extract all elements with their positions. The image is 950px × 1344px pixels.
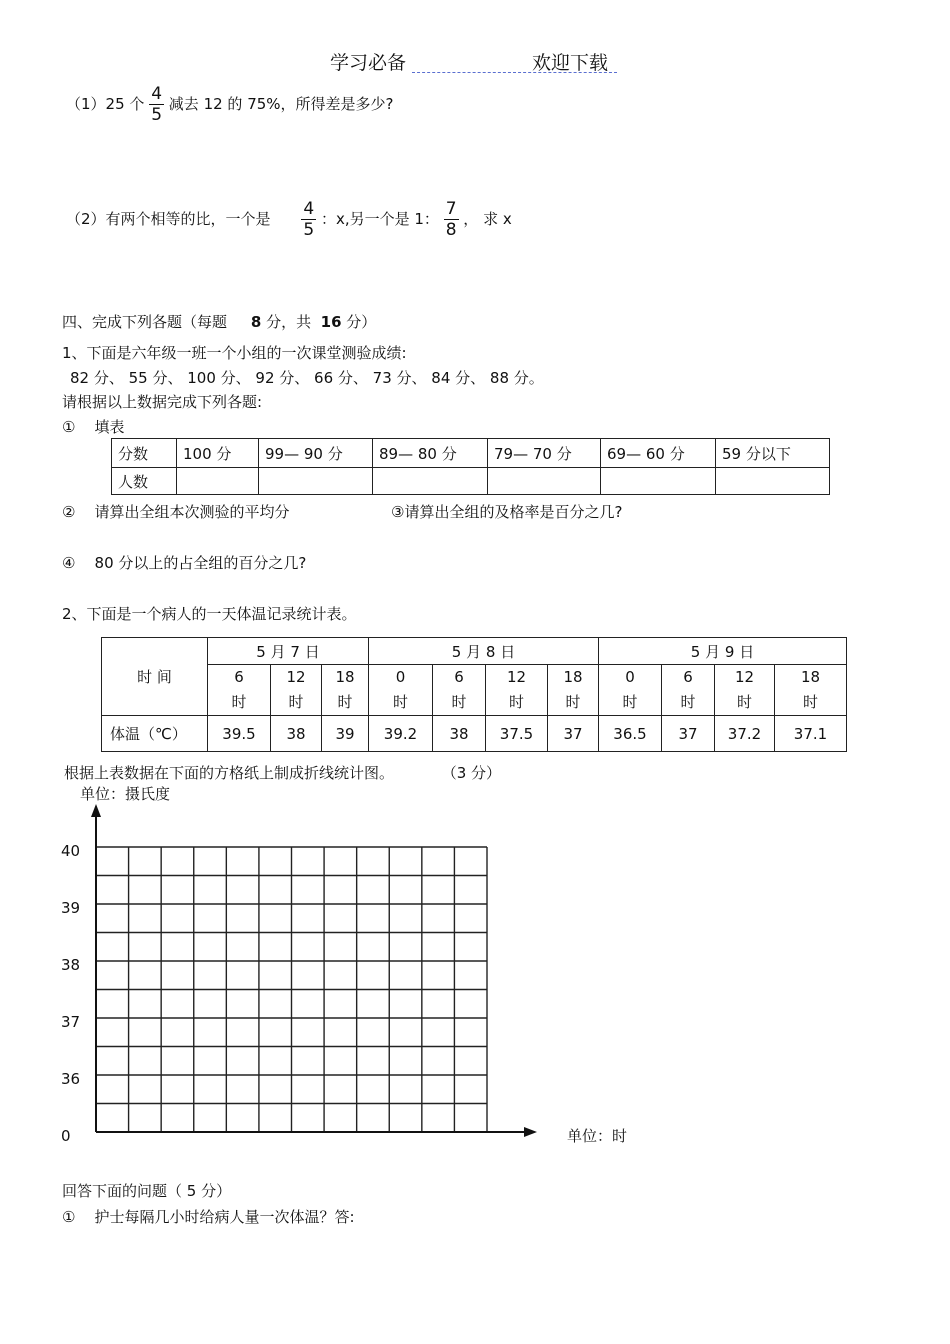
p1-instruction: 请根据以上数据完成下列各题: (62, 393, 263, 411)
p1-scores: 82 分、 55 分、 100 分、 92 分、 66 分、 73 分、 84 分、 88 分。 (70, 369, 544, 387)
q1-fraction: $\frac{4}{5}$ (151, 84, 163, 125)
answer-q1: ① 护士每隔几小时给病人量一次体温？答: (62, 1208, 355, 1226)
count-cell[interactable] (488, 468, 601, 495)
count-cell[interactable] (601, 468, 716, 495)
section-4-title: 四、完成下列各题（每题 8 分，共 16 分） (62, 313, 377, 331)
p1-item4: ④ 80 分以上的占全组的百分之几? (62, 554, 307, 572)
header-left: 学习必备 (330, 52, 407, 74)
p2-intro: 2、下面是一个病人的一天体温记录统计表。 (62, 605, 357, 623)
header-dashed-line (412, 72, 617, 73)
y-tick-label: 37 (61, 1013, 81, 1031)
y-tick-label: 36 (61, 1070, 81, 1088)
answer-title: 回答下面的问题（ 5 分） (62, 1182, 232, 1200)
q1-suffix: 减去 12 的 75%，所得差是多少? (168, 95, 394, 113)
score-table: 分数 100 分 99— 90 分 89— 80 分 79— 70 分 69— 60 分 59 分以下 人数 (111, 438, 830, 495)
p1-item2: ② 请算出全组本次测验的平均分 (62, 503, 290, 521)
grid-chart (0, 780, 950, 1160)
count-cell[interactable] (716, 468, 830, 495)
y-axis-arrow-icon (91, 804, 101, 817)
y-tick-label: 38 (61, 956, 81, 974)
p1-intro: 1、下面是六年级一班一个小组的一次课堂测验成绩: (62, 344, 407, 362)
y-tick-label: 39 (61, 899, 81, 917)
count-cell[interactable] (259, 468, 373, 495)
x-axis-arrow-icon (524, 1127, 537, 1137)
q2-fraction-1: $\frac{4}{5}$ (303, 199, 315, 240)
temperature-table: 时 间 5 月 7 日 5 月 8 日 5 月 9 日 6 时 12 时 18 时 0 时 6 时 12 时 18 时 0 时 6 时 12 时 18 时 体温（℃） 39.5 38 39 39.2 38 37.5 37 36.5 37 37.2 37.1 (101, 637, 847, 752)
q1-prefix: （1）25 个 (66, 95, 145, 113)
p1-item3: ③请算出全组的及格率是百分之几? (391, 503, 623, 521)
p1-item1: ① 填表 (62, 418, 125, 436)
q2-fraction-2: $\frac{7}{8}$ (445, 199, 457, 240)
chart-instruction: 根据上表数据在下面的方格纸上制成折线统计图。 （3 分） (64, 764, 502, 782)
question-1 (66, 84, 394, 125)
count-cell[interactable] (177, 468, 259, 495)
y-axis-unit: 单位：摄氏度 (80, 785, 171, 803)
question-2: （2）有两个相等的比，一个是 $\frac{4}{5}$ ：x,另一个是 1： $\frac{7}{8}$ ， 求 x (66, 199, 512, 240)
count-cell[interactable] (373, 468, 488, 495)
x-axis-unit: 单位：时 (567, 1127, 628, 1145)
header-right: 欢迎下载 (532, 52, 609, 74)
y-tick-label: 40 (61, 842, 81, 860)
y-tick-label: 0 (61, 1127, 71, 1145)
chart-grid (96, 847, 487, 1132)
